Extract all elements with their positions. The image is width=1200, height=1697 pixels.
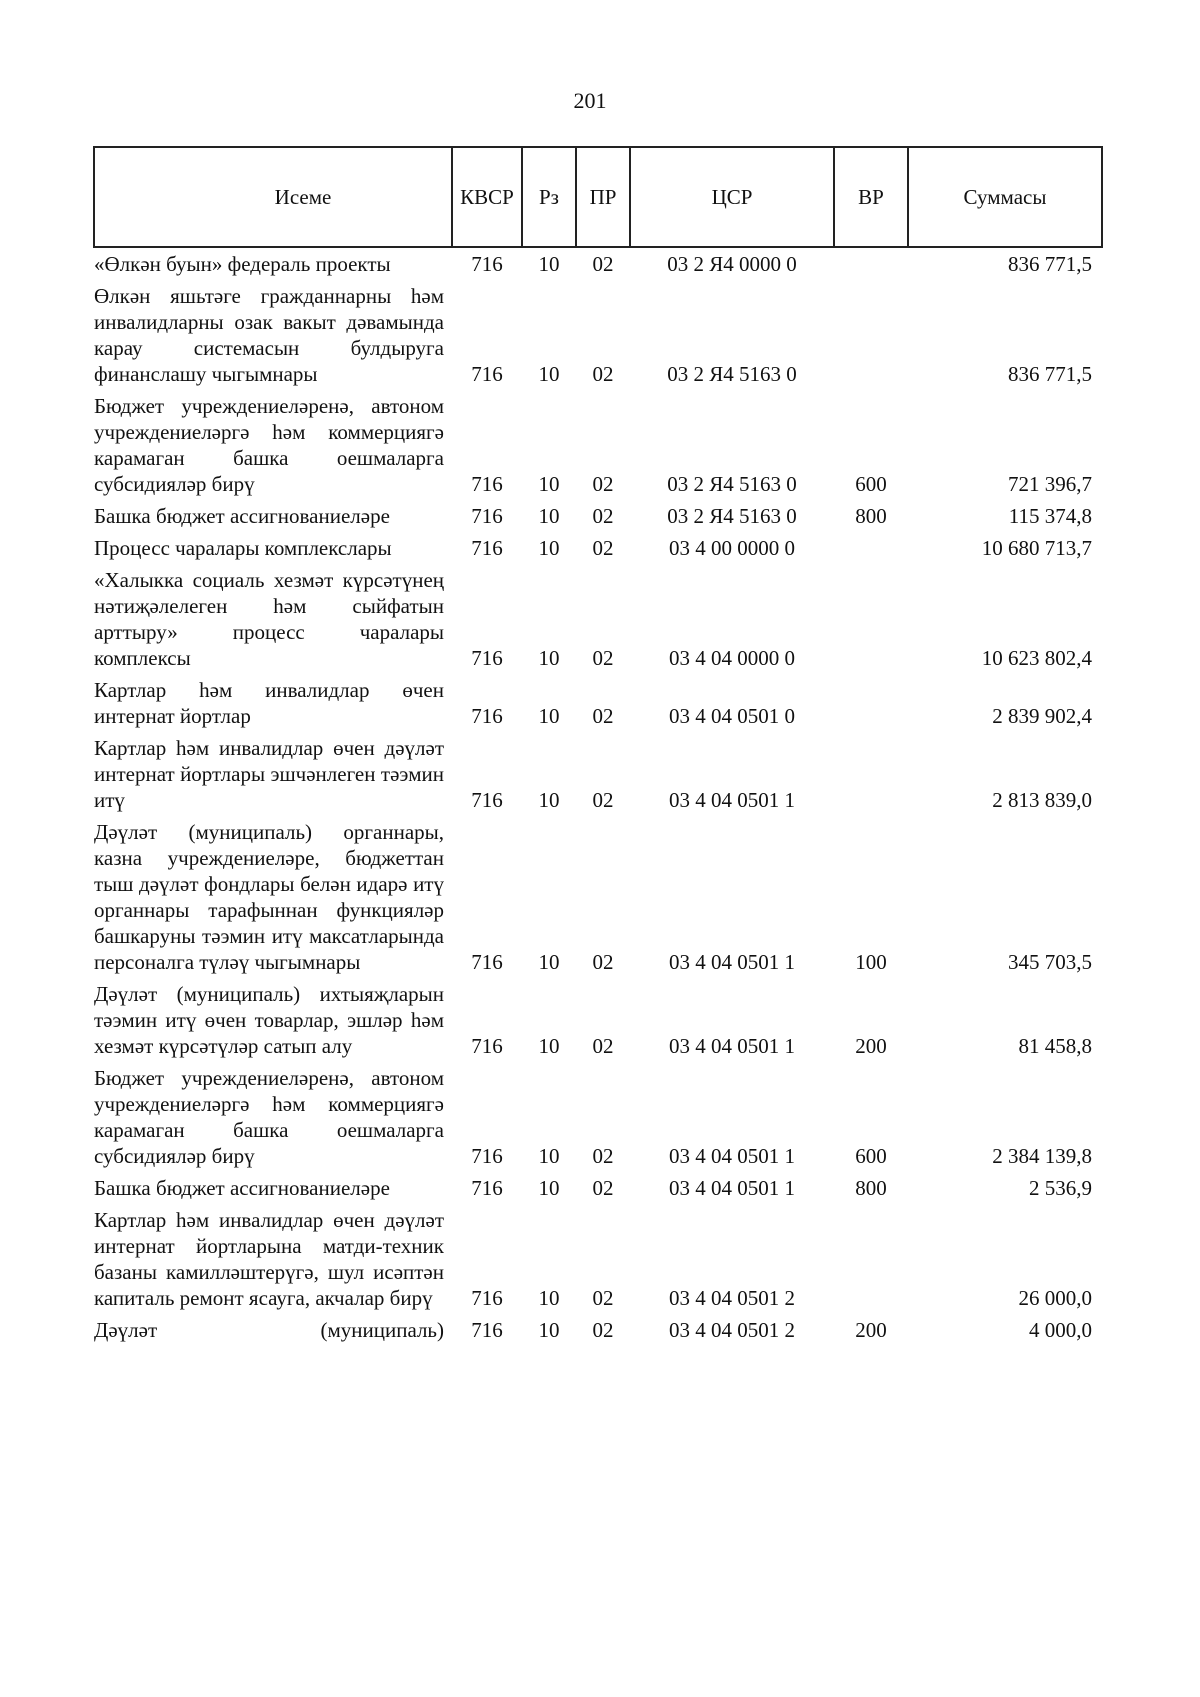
row-csr: 03 2 Я4 0000 0: [667, 252, 797, 276]
row-kvsr: 716: [471, 1144, 503, 1168]
row-name: Картлар һәм инвалидлар өчен интернат йортлар: [94, 678, 444, 728]
row-kvsr: 716: [471, 1286, 503, 1310]
row-kvsr: 716: [471, 252, 503, 276]
header-rz: Рз: [522, 147, 576, 247]
row-name: Дәүләт (муниципаль) органнары, казна учреждениеләре, бюджеттан тыш дәүләт фондлары белән идарә итү органнары тарафыннан функцияләр башкаруны тәэмин итү максатларында персоналга түләү чыгымнары: [94, 820, 444, 974]
page-number: 201: [573, 88, 607, 113]
row-csr: 03 4 04 0501 0: [669, 704, 795, 728]
row-name: Картлар һәм инвалидлар өчен дәүләт интернат йортлары эшчәнлеген тәэмин итү: [94, 736, 444, 812]
row-csr: 03 4 04 0501 2: [669, 1286, 795, 1310]
row-rz: 10: [538, 1286, 560, 1310]
row-sum: 836 771,5: [1008, 252, 1092, 276]
row-pr: 02: [592, 788, 614, 812]
row-rz: 10: [538, 1318, 560, 1342]
row-sum: 10 623 802,4: [981, 646, 1092, 670]
table-row: [94, 1314, 1102, 1346]
row-kvsr: 716: [471, 788, 503, 812]
row-rz: 10: [538, 950, 560, 974]
row-rz: 10: [538, 1144, 560, 1168]
row-vr: [834, 564, 908, 674]
row-rz: 10: [538, 362, 560, 386]
row-rz: 10: [538, 504, 560, 528]
row-csr: 03 2 Я4 5163 0: [667, 472, 797, 496]
row-csr: 03 4 04 0501 1: [669, 788, 795, 812]
row-sum: 2 536,9: [1029, 1176, 1092, 1200]
row-name: Процесс чаралары комплекслары: [94, 536, 392, 560]
table-row: [94, 390, 1102, 500]
row-sum: 2 813 839,0: [992, 788, 1092, 812]
row-csr: 03 4 00 0000 0: [669, 536, 795, 560]
row-vr: [834, 1204, 908, 1314]
row-csr: 03 2 Я4 5163 0: [667, 504, 797, 528]
row-vr: [834, 532, 908, 564]
row-name: «Өлкән буын» федераль проекты: [94, 252, 391, 276]
row-kvsr: 716: [471, 646, 503, 670]
row-vr: 600: [855, 472, 887, 496]
table-row: [94, 1062, 1102, 1172]
row-csr: 03 2 Я4 5163 0: [667, 362, 797, 386]
row-vr: 800: [855, 504, 887, 528]
row-pr: 02: [592, 1144, 614, 1168]
row-kvsr: 716: [471, 504, 503, 528]
table-row: [94, 1172, 1102, 1204]
header-kvsr: КВСР: [452, 147, 522, 247]
row-sum: 115 374,8: [1008, 504, 1092, 528]
row-csr: 03 4 04 0501 1: [669, 1176, 795, 1200]
row-vr: 800: [855, 1176, 887, 1200]
header-csr: ЦСР: [630, 147, 834, 247]
row-pr: 02: [592, 504, 614, 528]
row-kvsr: 716: [471, 1176, 503, 1200]
header-sum: Суммасы: [908, 147, 1102, 247]
row-sum: 345 703,5: [1008, 950, 1092, 974]
row-vr: [834, 280, 908, 390]
row-sum: 26 000,0: [1018, 1286, 1092, 1310]
row-csr: 03 4 04 0501 1: [669, 950, 795, 974]
table-row: [94, 500, 1102, 532]
row-sum: 2 839 902,4: [992, 704, 1092, 728]
row-rz: 10: [538, 1034, 560, 1058]
row-pr: 02: [592, 646, 614, 670]
row-sum: 4 000,0: [1029, 1318, 1092, 1342]
row-pr: 02: [592, 1286, 614, 1310]
table-row: [94, 1204, 1102, 1314]
row-vr: [834, 674, 908, 732]
row-kvsr: 716: [471, 472, 503, 496]
row-rz: 10: [538, 788, 560, 812]
table-row: [94, 247, 1102, 280]
row-name: Өлкән яшьтәге гражданнарны һәм инвалидларны озак вакыт дәвамында карау системасын булдыруга финанслашу чыгымнары: [94, 284, 444, 386]
row-pr: 02: [592, 1318, 614, 1342]
table-body: [94, 247, 1102, 1346]
row-vr: [834, 732, 908, 816]
row-csr: 03 4 04 0501 1: [669, 1144, 795, 1168]
row-vr: 200: [855, 1034, 887, 1058]
table-row: [94, 732, 1102, 816]
header-pr: ПР: [576, 147, 630, 247]
row-name: Бюджет учреждениеләренә, автоном учреждениеләргә һәм коммерциягә карамаган башка оешмаларга субсидияләр бирү: [94, 1066, 444, 1168]
row-kvsr: 716: [471, 950, 503, 974]
row-csr: 03 4 04 0501 1: [669, 1034, 795, 1058]
row-sum: 836 771,5: [1008, 362, 1092, 386]
row-rz: 10: [538, 646, 560, 670]
row-name: Башка бюджет ассигнованиеләре: [94, 504, 390, 528]
row-vr: 600: [855, 1144, 887, 1168]
row-pr: 02: [592, 362, 614, 386]
row-pr: 02: [592, 252, 614, 276]
budget-table: [93, 146, 1103, 1346]
header-name: Исеме: [94, 147, 452, 247]
table-row: [94, 674, 1102, 732]
row-pr: 02: [592, 950, 614, 974]
row-kvsr: 716: [471, 1318, 503, 1342]
row-kvsr: 716: [471, 536, 503, 560]
row-name: Бюджет учреждениеләренә, автоном учреждениеләргә һәм коммерциягә карамаган башка оешмаларга субсидияләр бирү: [94, 394, 444, 496]
row-rz: 10: [538, 704, 560, 728]
table-header: [94, 147, 1102, 247]
row-name: Картлар һәм инвалидлар өчен дәүләт интернат йортларына матди-техник базаны камилләштерүгә, шул исәптән капиталь ремонт ясауга, акчалар бирү: [94, 1208, 444, 1310]
row-kvsr: 716: [471, 1034, 503, 1058]
row-sum: 10 680 713,7: [981, 536, 1092, 560]
row-rz: 10: [538, 252, 560, 276]
row-rz: 10: [538, 1176, 560, 1200]
header-vr: ВР: [834, 147, 908, 247]
row-name: Дәүләт (муниципаль): [94, 1318, 444, 1342]
table-row: [94, 280, 1102, 390]
row-pr: 02: [592, 536, 614, 560]
table-row: [94, 564, 1102, 674]
row-pr: 02: [592, 1176, 614, 1200]
row-name: «Халыкка социаль хезмәт күрсәтүнең нәтиҗәлелеген һәм сыйфатын арттыру» процесс чаралары комплексы: [94, 568, 444, 670]
table-row: [94, 532, 1102, 564]
row-kvsr: 716: [471, 704, 503, 728]
row-name: Дәүләт (муниципаль) ихтыяҗларын тәэмин итү өчен товарлар, эшләр һәм хезмәт күрсәтүләр сатып алу: [94, 982, 444, 1058]
row-rz: 10: [538, 536, 560, 560]
row-csr: 03 4 04 0000 0: [669, 646, 795, 670]
row-vr: 100: [855, 950, 887, 974]
row-sum: 81 458,8: [1018, 1034, 1092, 1058]
row-vr: [834, 247, 908, 280]
row-rz: 10: [538, 472, 560, 496]
row-pr: 02: [592, 704, 614, 728]
row-vr: 200: [855, 1318, 887, 1342]
row-pr: 02: [592, 1034, 614, 1058]
row-kvsr: 716: [471, 362, 503, 386]
row-sum: 2 384 139,8: [992, 1144, 1092, 1168]
table-row: [94, 816, 1102, 978]
row-sum: 721 396,7: [1008, 472, 1092, 496]
row-pr: 02: [592, 472, 614, 496]
table-row: [94, 978, 1102, 1062]
row-name: Башка бюджет ассигнованиеләре: [94, 1176, 390, 1200]
row-csr: 03 4 04 0501 2: [669, 1318, 795, 1342]
